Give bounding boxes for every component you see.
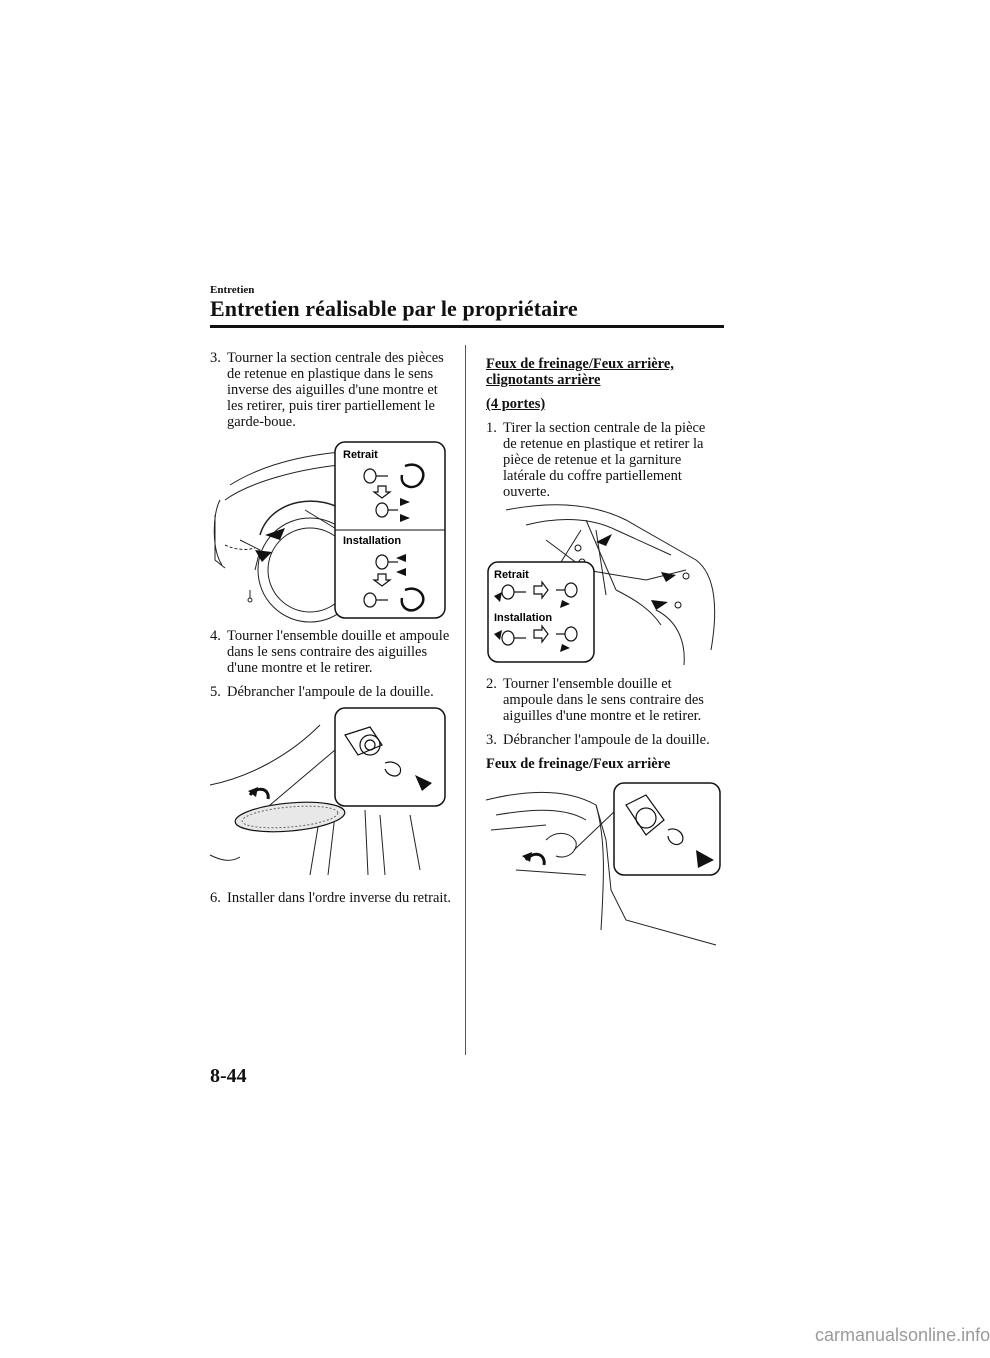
- step-4-left: 4. Tourner l'ensemble douille et ampoule dans le sens contraire des aiguilles d'une montre et le retirer.: [210, 628, 455, 676]
- step-5-left: 5. Débrancher l'ampoule de la douille.: [210, 684, 455, 700]
- step-text: Tirer la section centrale de la pièce de retenue en plastique et retirer la pièce de retenue et la garniture latérale du coffre partiellement ouverte.: [503, 420, 706, 500]
- watermark: carmanualsonline.info: [815, 1325, 990, 1345]
- figure3-removal-label: Retrait: [494, 569, 529, 581]
- step-6-left: 6. Installer dans l'ordre inverse du retrait.: [210, 890, 455, 906]
- figure1-removal-label: Retrait: [343, 449, 378, 461]
- step-1-right: 1. Tirer la section centrale de la pièce de retenue en plastique et retirer la pièce de retenue et la garniture latérale du coffre partiellement ouverte.: [486, 420, 721, 500]
- column-divider: [465, 345, 466, 1055]
- figure-side-marker: [210, 705, 446, 875]
- title-rule: [210, 325, 724, 328]
- subheading-brake-tail: Feux de freinage/Feux arrière: [486, 756, 671, 772]
- section-label: Entretien: [210, 284, 255, 296]
- step-text: Tourner la section centrale des pièces de retenue en plastique dans le sens inverse des aiguilles d'une montre et les retirer, puis tirer partiellement le garde-boue.: [227, 350, 444, 430]
- figure-fender-clips: [210, 440, 446, 622]
- page-title: Entretien réalisable par le propriétaire: [210, 296, 578, 321]
- step-3-left: 3. Tourner la section centrale des pièces de retenue en plastique dans le sens inverse des aiguilles d'une montre et les retirer, puis tirer partiellement le garde-boue.: [210, 350, 455, 430]
- step-text: Débrancher l'ampoule de la douille.: [227, 684, 434, 700]
- step-text: Tourner l'ensemble douille et ampoule dans le sens contraire des aiguilles d'une montre et le retirer.: [503, 676, 704, 724]
- figure-trunk-retainers: [486, 500, 722, 670]
- figure1-install-label: Installation: [343, 535, 402, 547]
- step-text: Tourner l'ensemble douille et ampoule dans le sens contraire des aiguilles d'une montre et le retirer.: [227, 628, 450, 676]
- step-2-right: 2. Tourner l'ensemble douille et ampoule dans le sens contraire des aiguilles d'une montre et le retirer.: [486, 676, 721, 724]
- page-number: 8-44: [210, 1065, 247, 1087]
- figure3-install-label: Installation: [494, 612, 553, 624]
- step-text: Débrancher l'ampoule de la douille.: [503, 732, 710, 748]
- figure-tail-light-socket: [486, 780, 722, 952]
- section-heading: Feux de freinage/Feux arrière, clignotants arrière: [486, 356, 674, 388]
- step-text: Installer dans l'ordre inverse du retrait.: [227, 890, 452, 906]
- step-3-right: 3. Débrancher l'ampoule de la douille.: [486, 732, 721, 748]
- subheading-4-doors: (4 portes): [486, 396, 546, 412]
